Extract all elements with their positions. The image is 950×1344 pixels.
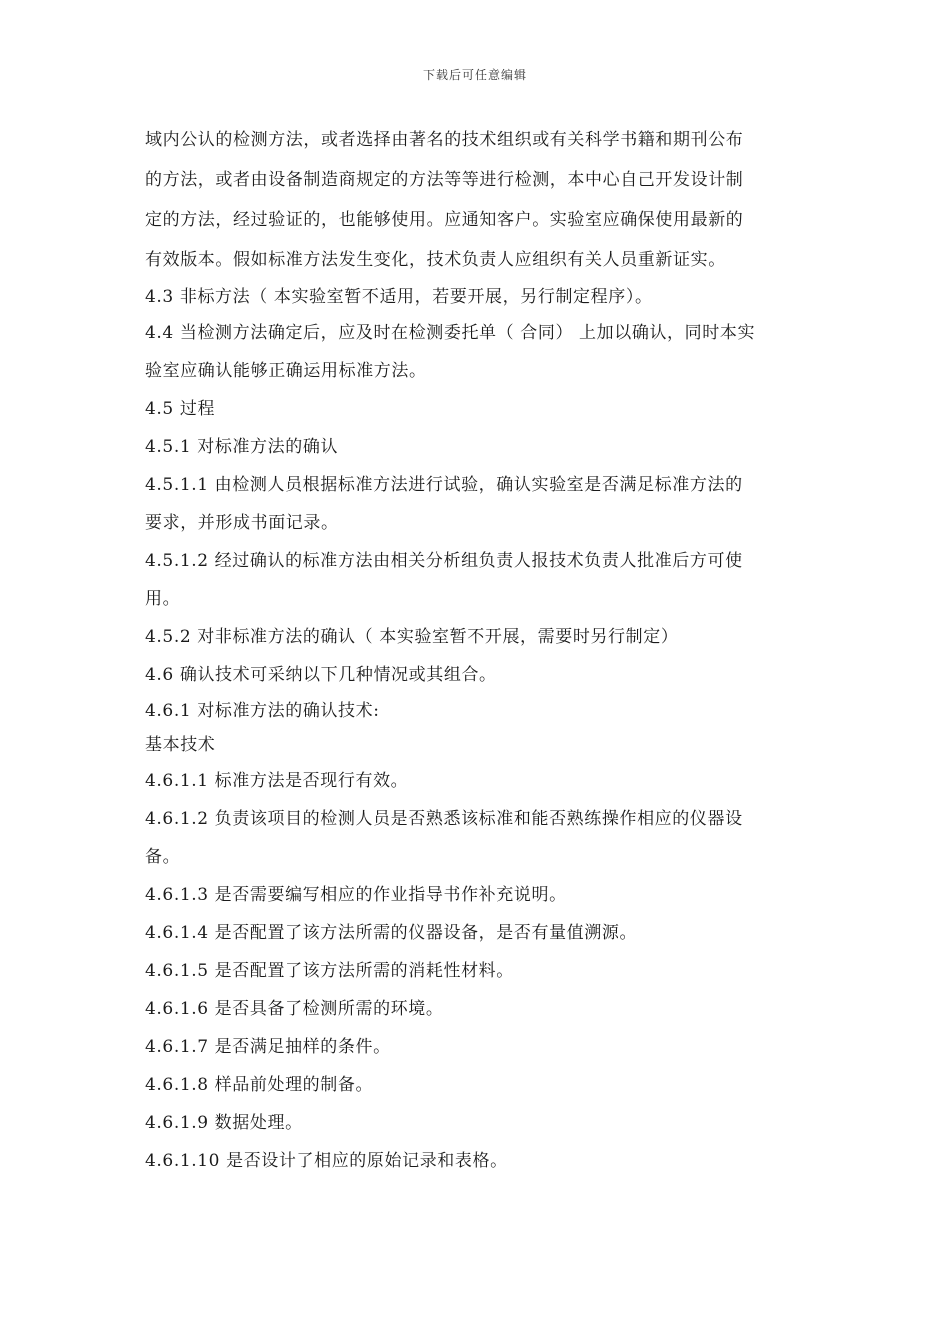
paragraph-line: 有效版本。假如标准方法发生变化，技术负责人应组织有关人员重新证实。: [145, 250, 726, 270]
section-line: 4.5.2 对非标准方法的确认（ 本实验室暂不开展，需要时另行制定）: [145, 627, 679, 647]
section-heading: 4.6.1 对标准方法的确认技术:: [145, 701, 380, 721]
list-item: 4.6.1.1 标准方法是否现行有效。: [145, 771, 409, 791]
paragraph-line: 定的方法，经过验证的，也能够使用。应通知客户。实验室应确保使用最新的: [145, 210, 744, 230]
list-item: 4.6.1.4 是否配置了该方法所需的仪器设备，是否有量值溯源。: [145, 923, 638, 943]
paragraph-line: 备。: [145, 847, 181, 867]
list-item: 4.6.1.3 是否需要编写相应的作业指导书作补充说明。: [145, 885, 567, 905]
section-line: 4.6 确认技术可采纳以下几种情况或其组合。: [145, 665, 497, 685]
list-item: 4.6.1.10 是否设计了相应的原始记录和表格。: [145, 1151, 508, 1171]
list-item: 4.6.1.6 是否具备了检测所需的环境。: [145, 999, 444, 1019]
list-item: 4.6.1.8 样品前处理的制备。: [145, 1075, 374, 1095]
subheading: 基本技术: [145, 735, 216, 755]
section-heading: 4.5.1 对标准方法的确认: [145, 437, 339, 457]
list-item: 4.6.1.7 是否满足抽样的条件。: [145, 1037, 391, 1057]
section-line: 4.3 非标方法（ 本实验室暂不适用，若要开展，另行制定程序）。: [145, 287, 653, 307]
page-header: 下载后可任意编辑: [422, 68, 527, 82]
section-line: 4.5.1.1 由检测人员根据标准方法进行试验，确认实验室是否满足标准方法的: [145, 475, 743, 495]
list-item: 4.6.1.5 是否配置了该方法所需的消耗性材料。: [145, 961, 514, 981]
section-line: 4.5.1.2 经过确认的标准方法由相关分析组负责人报技术负责人批准后方可使: [145, 551, 743, 571]
paragraph-line: 的方法，或者由设备制造商规定的方法等等进行检测，本中心自己开发设计制: [145, 170, 744, 190]
paragraph-line: 域内公认的检测方法，或者选择由著名的技术组织或有关科学书籍和期刊公布: [145, 130, 744, 150]
list-item: 4.6.1.9 数据处理。: [145, 1113, 303, 1133]
section-heading: 4.5 过程: [145, 399, 216, 419]
section-line: 4.4 当检测方法确定后，应及时在检测委托单（ 合同） 上加以确认，同时本实: [145, 323, 756, 343]
paragraph-line: 用。: [145, 589, 181, 609]
list-item: 4.6.1.2 负责该项目的检测人员是否熟悉该标准和能否熟练操作相应的仪器设: [145, 809, 743, 829]
paragraph-line: 验室应确认能够正确运用标准方法。: [145, 361, 427, 381]
document-body: [145, 120, 813, 1180]
paragraph-line: 要求，并形成书面记录。: [145, 513, 339, 533]
